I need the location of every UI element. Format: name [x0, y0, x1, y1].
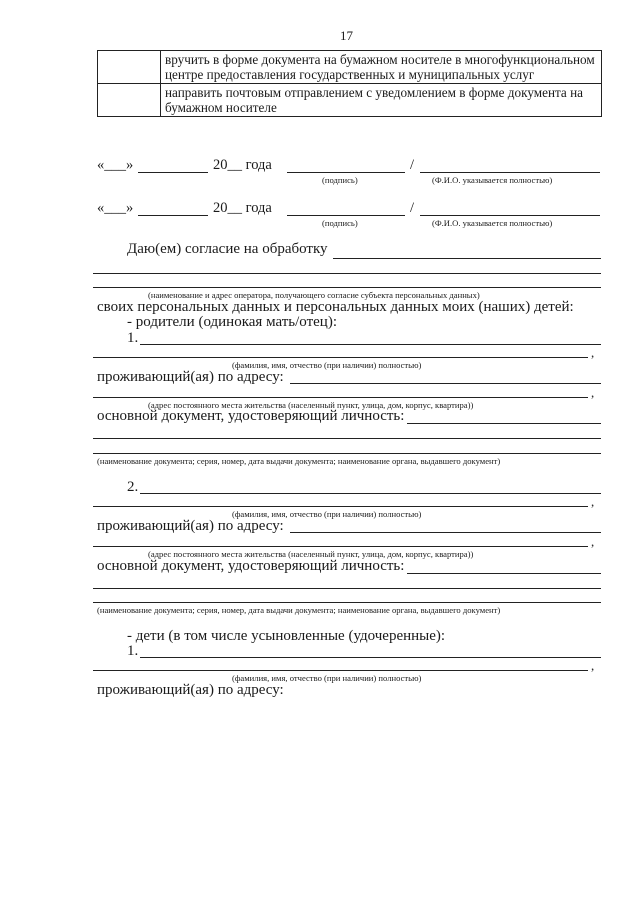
entry-number: 1. — [127, 330, 139, 346]
address-caption: (адрес постоянного места жительства (населенный пункт, улица, дом, корпус, квартира)) — [148, 549, 474, 559]
full-name-caption: (фамилия, имя, отчество (при наличии) полностью) — [232, 509, 422, 519]
operator-caption: (наименование и адрес оператора, получающего согласие субъекта персональных данных) — [148, 290, 480, 300]
address-line[interactable] — [93, 397, 588, 398]
identity-doc-line[interactable] — [93, 602, 601, 603]
comma: , — [591, 385, 595, 400]
identity-doc-line[interactable] — [93, 588, 601, 589]
delivery-option-checkbox[interactable] — [98, 84, 161, 117]
page-number: 17 — [340, 28, 353, 43]
date-month-line[interactable] — [138, 172, 208, 173]
children-heading: - дети (в том числе усыновленные (удочеренные): — [127, 628, 446, 644]
consent-lead: Даю(ем) согласие на обработку — [127, 241, 328, 257]
signature-line[interactable] — [287, 215, 405, 216]
full-name-line[interactable] — [93, 506, 588, 507]
full-name-caption: (фамилия, имя, отчество (при наличии) полностью) — [232, 673, 422, 683]
full-name-caption: (Ф.И.О. указывается полностью) — [432, 218, 553, 228]
address-line[interactable] — [290, 532, 601, 533]
delivery-option-checkbox[interactable] — [98, 51, 161, 84]
date-day-field: «___» — [97, 157, 134, 173]
full-name-caption: (фамилия, имя, отчество (при наличии) полностью) — [232, 360, 422, 370]
full-name-line[interactable] — [140, 657, 601, 658]
address-line[interactable] — [93, 546, 588, 547]
full-name-line[interactable] — [140, 344, 601, 345]
identity-doc-label: основной документ, удостоверяющий личность: — [97, 558, 405, 574]
full-name-line[interactable] — [93, 357, 588, 358]
signature-caption: (подпись) — [322, 218, 358, 228]
full-name-caption: (Ф.И.О. указывается полностью) — [432, 175, 553, 185]
comma: , — [591, 658, 595, 673]
blank-area — [0, 770, 640, 905]
identity-doc-line[interactable] — [93, 438, 601, 439]
identity-doc-caption: (наименование документа; серия, номер, дата выдачи документа; наименование органа, выдавшего документ) — [97, 456, 501, 466]
separator-slash: / — [410, 200, 415, 216]
full-name-line[interactable] — [140, 493, 601, 494]
address-caption: (адрес постоянного места жительства (населенный пункт, улица, дом, корпус, квартира)) — [148, 400, 474, 410]
entry-number: 2. — [127, 479, 139, 495]
identity-doc-label: основной документ, удостоверяющий личность: — [97, 408, 405, 424]
separator-slash: / — [410, 157, 415, 173]
full-name-line[interactable] — [93, 670, 588, 671]
address-line[interactable] — [290, 383, 601, 384]
date-year-label: 20__ года — [213, 157, 272, 173]
signature-caption: (подпись) — [322, 175, 358, 185]
address-label: проживающий(ая) по адресу: — [97, 369, 284, 385]
date-day-field: «___» — [97, 200, 134, 216]
delivery-option-text: направить почтовым отправлением с уведомлением в форме документа на бумажном носителе — [161, 84, 602, 117]
address-label: проживающий(ая) по адресу: — [97, 682, 284, 698]
identity-doc-line[interactable] — [407, 573, 601, 574]
date-month-line[interactable] — [138, 215, 208, 216]
operator-line[interactable] — [93, 273, 601, 274]
identity-doc-caption: (наименование документа; серия, номер, дата выдачи документа; наименование органа, выдавшего документ) — [97, 605, 501, 615]
full-name-line[interactable] — [420, 215, 600, 216]
parents-heading: - родители (одинокая мать/отец): — [127, 314, 337, 330]
delivery-option-row — [98, 51, 602, 84]
full-name-line[interactable] — [420, 172, 600, 173]
identity-doc-line[interactable] — [93, 453, 601, 454]
comma: , — [591, 494, 595, 509]
signature-line[interactable] — [287, 172, 405, 173]
comma: , — [591, 345, 595, 360]
operator-line[interactable] — [333, 258, 601, 259]
address-label: проживающий(ая) по адресу: — [97, 518, 284, 534]
entry-number: 1. — [127, 643, 139, 659]
identity-doc-line[interactable] — [407, 423, 601, 424]
operator-line[interactable] — [93, 287, 601, 288]
delivery-option-text: вручить в форме документа на бумажном носителе в многофункциональном центре предоставления государственных и муниципальных услуг — [161, 51, 602, 84]
delivery-option-row — [98, 84, 602, 117]
comma: , — [591, 534, 595, 549]
date-year-label: 20__ года — [213, 200, 272, 216]
delivery-options-table — [97, 50, 602, 117]
consent-subject-text: своих персональных данных и персональных данных моих (наших) детей: — [97, 299, 574, 315]
